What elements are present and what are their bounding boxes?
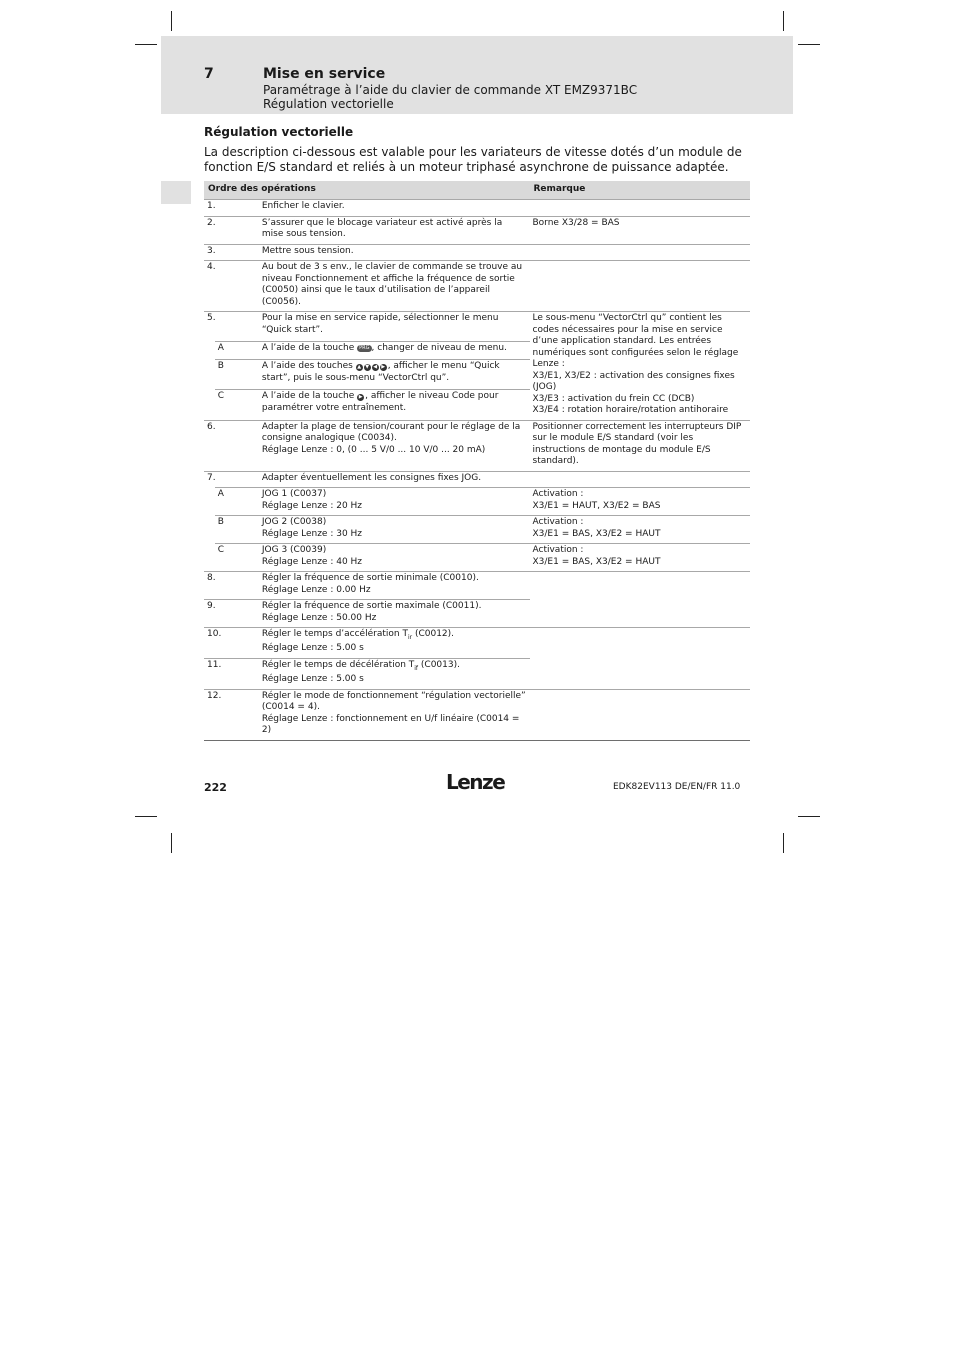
table-row [204, 572, 750, 600]
step-operation: Adapter éventuellement les consignes fixes JOG. [259, 471, 530, 488]
step-operation: Pour la mise en service rapide, sélectionner le menu “Quick start”. [259, 312, 530, 342]
step-remark: Positionner correctement les interrupteurs DIP sur le module E/S standard (voir les instructions de montage du module E/S standard). [530, 420, 751, 471]
step-remark [530, 471, 751, 488]
header-band [161, 36, 793, 114]
operation-text: JOG 3 (C0039) [261, 545, 327, 555]
operation-text: Régler la fréquence de sortie maximale (C0011). [261, 601, 482, 611]
operation-text: , afficher le menu “Quick start”, puis le sous-menu “VectorCtrl qu”. [261, 361, 500, 383]
arrow-right-key-icon: ▶ [381, 364, 386, 371]
crop-mark [798, 816, 820, 817]
operation-text: Régler la fréquence de sortie minimale (C0010). [261, 573, 479, 583]
operation-text: A l’aide de la touche [261, 343, 355, 354]
step-number: 8. [204, 572, 247, 600]
step-remark [530, 261, 751, 312]
step-operation [259, 689, 530, 740]
page-number: 222 [204, 781, 227, 794]
table-row [204, 200, 750, 217]
operation-text: A l’aide de la touche [261, 391, 355, 402]
crop-mark [171, 11, 172, 31]
step-remark [530, 628, 751, 690]
lenze-setting: Réglage Lenze : 0.00 Hz [261, 584, 371, 595]
chapter-subtitle: Paramétrage à l’aide du clavier de commande XT EMZ9371BC [263, 83, 638, 97]
step-operation [259, 488, 530, 516]
crop-mark [135, 816, 157, 817]
table-row [204, 471, 750, 488]
step-remark [530, 200, 751, 217]
step-remark [530, 312, 751, 421]
lenze-setting: Réglage Lenze : 5.00 s [261, 643, 364, 654]
operation-text: , changer de niveau de menu. [371, 343, 507, 354]
remark-text: Activation : [532, 517, 584, 527]
step-number: 12. [204, 689, 247, 740]
table-header-row [204, 181, 750, 200]
side-tab-marker [161, 181, 191, 204]
step-operation [259, 516, 530, 544]
operation-text: Régler le mode de fonctionnement “régulation vectorielle” (C0014 = 4). [261, 690, 526, 713]
lenze-setting: Réglage Lenze : 50.00 Hz [261, 612, 377, 623]
step-remark [530, 572, 751, 628]
remark-text: X3/E1 = BAS, X3/E2 = HAUT [532, 556, 661, 567]
step-remark [530, 689, 751, 740]
operation-text: Régler le temps de décélération $T_{if}$ (C0013). [261, 659, 460, 672]
section-heading: Régulation vectorielle [204, 125, 354, 139]
crop-mark [135, 44, 157, 45]
table-row [204, 516, 750, 544]
step-operation: Mettre sous tension. [259, 244, 530, 261]
remark-text: Activation : [532, 545, 584, 555]
step-number: 6. [204, 420, 247, 471]
step-operation [259, 600, 530, 628]
step-operation [259, 658, 530, 689]
step-remark: Borne X3/28 = BAS [530, 216, 751, 244]
operations-table [204, 181, 750, 741]
step-operation [259, 544, 530, 572]
step-remark [530, 244, 751, 261]
step-operation [259, 628, 530, 659]
remark-text: X3/E3 : activation du frein CC (DCB) [532, 393, 695, 404]
step-operation [259, 360, 530, 390]
intro-paragraph: La description ci-dessous est valable pour les variateurs de vitesse dotés d’un module de fonction E/S standard et reliés à un moteur triphasé asynchrone de puissance adaptée. [204, 145, 742, 174]
step-number: 2. [204, 216, 247, 244]
substep-letter: C [215, 390, 247, 420]
step-number: 5. [204, 312, 247, 342]
step-operation: Enficher le clavier. [259, 200, 530, 217]
table-row [204, 689, 750, 740]
step-operation [259, 420, 530, 471]
substep-letter: B [215, 360, 247, 390]
operation-text: Adapter la plage de tension/courant pour le réglage de la consigne analogique (C0034). [261, 421, 521, 443]
crop-mark [783, 833, 784, 853]
table-row [204, 628, 750, 659]
lenze-setting: Réglage Lenze : fonctionnement en U/f linéaire (C0014 = 2) [261, 713, 520, 736]
lenze-setting: Réglage Lenze : 0, (0 ... 5 V/0 ... 10 V/0 ... 20 mA) [261, 444, 486, 455]
remark-text: X3/E1 = HAUT, X3/E2 = BAS [532, 500, 661, 511]
crop-mark [798, 44, 820, 45]
column-header-remark: Remarque [530, 181, 751, 200]
table-row [204, 216, 750, 244]
remark-text: X3/E4 : rotation horaire/rotation antihoraire [532, 405, 729, 415]
table-row [204, 488, 750, 516]
crop-mark [783, 11, 784, 31]
step-operation: S’assurer que le blocage variateur est activé après la mise sous tension. [259, 216, 530, 244]
table-row [204, 312, 750, 342]
substep-letter: B [215, 516, 247, 544]
lenze-setting: Réglage Lenze : 40 Hz [261, 556, 363, 567]
document-reference: EDK82EV113 DE/EN/FR 11.0 [613, 782, 741, 792]
arrow-down-key-icon: ▼ [365, 364, 370, 371]
substep-letter: A [215, 342, 247, 360]
table-row [204, 420, 750, 471]
operation-text: , afficher le niveau Code pour paramétrer votre entraînement. [261, 391, 499, 413]
column-header-operations: Ordre des opérations [204, 181, 530, 200]
arrow-right-key-icon: ▶ [358, 394, 363, 401]
step-remark [530, 544, 751, 572]
step-number: 1. [204, 200, 247, 217]
step-number: 10. [204, 628, 247, 659]
step-number: 7. [204, 471, 247, 488]
chapter-subtitle: Régulation vectorielle [263, 97, 394, 111]
crop-mark [171, 833, 172, 853]
operation-text: JOG 2 (C0038) [261, 517, 327, 527]
operation-text: JOG 1 (C0037) [261, 489, 327, 499]
step-number: 11. [204, 658, 247, 689]
step-remark [530, 488, 751, 516]
arrow-left-key-icon: ◀ [373, 364, 378, 371]
operation-text: A l’aide des touches [261, 361, 353, 372]
step-number: 3. [204, 244, 247, 261]
remark-text: Activation : [532, 489, 584, 499]
step-number: 9. [204, 600, 247, 628]
step-remark [530, 516, 751, 544]
operation-text: Régler le temps d’accélération $T_{ir}$ (C0012). [261, 629, 455, 641]
chapter-title: Mise en service [263, 66, 386, 82]
table-row [204, 544, 750, 572]
chapter-number: 7 [204, 66, 214, 82]
remark-text: Le sous-menu “VectorCtrl qu” contient les codes nécessaires pour la mise en service d’une application standard. Les entrées numériques sont configurées selon le réglage Lenze : [532, 313, 739, 369]
table-row [204, 244, 750, 261]
lenze-setting: Réglage Lenze : 20 Hz [261, 500, 363, 511]
substep-letter: A [215, 488, 247, 516]
step-operation [259, 342, 530, 360]
substep-letter: C [215, 544, 247, 572]
lenze-logo: Lenze [446, 770, 505, 794]
lenze-setting: Réglage Lenze : 30 Hz [261, 528, 363, 539]
step-operation [259, 572, 530, 600]
table-row [204, 261, 750, 312]
step-operation: Au bout de 3 s env., le clavier de commande se trouve au niveau Fonctionnement et affiche la fréquence de sortie (C0050) ainsi que le taux d’utilisation de l’appareil (C0056). [259, 261, 530, 312]
lenze-setting: Réglage Lenze : 5.00 s [261, 674, 364, 685]
step-operation [259, 390, 530, 420]
prg-key-icon: PRG [359, 345, 370, 352]
step-number: 4. [204, 261, 247, 312]
arrow-up-key-icon: ▲ [357, 364, 362, 371]
remark-text: X3/E1, X3/E2 : activation des consignes fixes (JOG) [532, 370, 735, 392]
remark-text: X3/E1 = BAS, X3/E2 = HAUT [532, 528, 661, 539]
